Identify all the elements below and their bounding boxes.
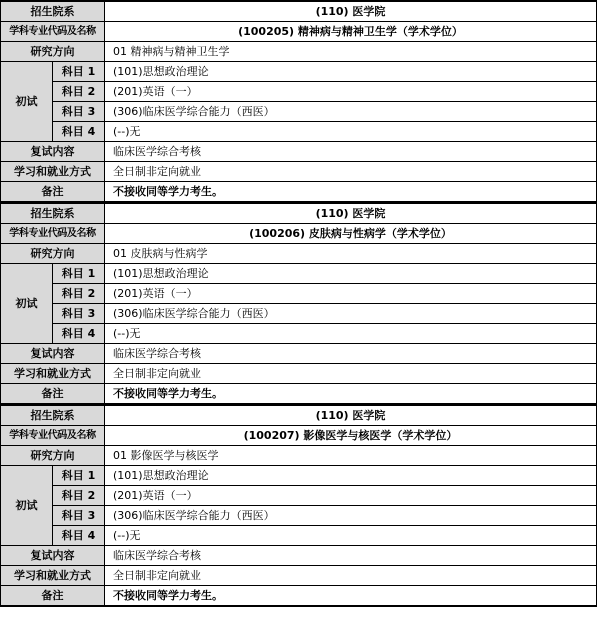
- subject-label: 科目 3: [53, 304, 105, 324]
- subject-row: [1, 102, 597, 122]
- subject-label: 科目 1: [53, 264, 105, 284]
- subject-label: 科目 1: [53, 466, 105, 486]
- study-mode-label: 学习和就业方式: [1, 364, 105, 384]
- direction-value: 01 影像医学与核医学: [105, 446, 597, 466]
- remarks-label: 备注: [1, 586, 105, 607]
- direction-label: 研究方向: [1, 446, 105, 466]
- direction-row: [1, 42, 597, 62]
- first-exam-label: 初试: [1, 264, 53, 344]
- retest-label: 复试内容: [1, 344, 105, 364]
- college-value: (110) 医学院: [105, 1, 597, 22]
- study-mode-value: 全日制非定向就业: [105, 364, 597, 384]
- direction-value: 01 精神病与精神卫生学: [105, 42, 597, 62]
- remarks-row: [1, 586, 597, 607]
- retest-row: [1, 546, 597, 566]
- subject-label: 科目 3: [53, 506, 105, 526]
- direction-label: 研究方向: [1, 42, 105, 62]
- major-value: (100207) 影像医学与核医学（学术学位）: [105, 426, 597, 446]
- subject-label: 科目 4: [53, 324, 105, 344]
- subject-label: 科目 2: [53, 486, 105, 506]
- subject-row: [1, 122, 597, 142]
- college-row: [1, 204, 597, 224]
- first-exam-label: 初试: [1, 62, 53, 142]
- retest-value: 临床医学综合考核: [105, 546, 597, 566]
- major-row: [1, 426, 597, 446]
- program-table: [0, 0, 597, 203]
- retest-row: [1, 344, 597, 364]
- subject-label: 科目 2: [53, 82, 105, 102]
- remarks-value: 不接收同等学力考生。: [105, 586, 597, 607]
- study-mode-value: 全日制非定向就业: [105, 566, 597, 586]
- direction-label: 研究方向: [1, 244, 105, 264]
- study-mode-row: [1, 162, 597, 182]
- study-mode-row: [1, 364, 597, 384]
- retest-label: 复试内容: [1, 142, 105, 162]
- study-mode-label: 学习和就业方式: [1, 566, 105, 586]
- subject-label: 科目 4: [53, 122, 105, 142]
- subject-value: (101)思想政治理论: [105, 264, 597, 284]
- subject-label: 科目 3: [53, 102, 105, 122]
- major-label: 学科专业代码及名称: [1, 426, 105, 446]
- subject-row: [1, 506, 597, 526]
- remarks-value: 不接收同等学力考生。: [105, 384, 597, 405]
- subject-label: 科目 1: [53, 62, 105, 82]
- college-label: 招生院系: [1, 1, 105, 22]
- subject-row: [1, 62, 597, 82]
- subject-row: [1, 466, 597, 486]
- subject-label: 科目 4: [53, 526, 105, 546]
- subject-value: (306)临床医学综合能力（西医）: [105, 506, 597, 526]
- program-table: [0, 405, 597, 607]
- study-mode-label: 学习和就业方式: [1, 162, 105, 182]
- direction-row: [1, 446, 597, 466]
- subject-value: (--)无: [105, 324, 597, 344]
- subject-value: (201)英语（一）: [105, 284, 597, 304]
- subject-value: (306)临床医学综合能力（西医）: [105, 304, 597, 324]
- major-row: [1, 22, 597, 42]
- first-exam-label: 初试: [1, 466, 53, 546]
- subject-row: [1, 304, 597, 324]
- subject-value: (101)思想政治理论: [105, 466, 597, 486]
- major-row: [1, 224, 597, 244]
- subject-row: [1, 526, 597, 546]
- remarks-row: [1, 182, 597, 203]
- remarks-label: 备注: [1, 182, 105, 203]
- subject-value: (201)英语（一）: [105, 486, 597, 506]
- remarks-row: [1, 384, 597, 405]
- subject-value: (306)临床医学综合能力（西医）: [105, 102, 597, 122]
- college-label: 招生院系: [1, 204, 105, 224]
- college-row: [1, 406, 597, 426]
- college-value: (110) 医学院: [105, 406, 597, 426]
- college-row: [1, 1, 597, 22]
- study-mode-row: [1, 566, 597, 586]
- retest-label: 复试内容: [1, 546, 105, 566]
- subject-value: (--)无: [105, 122, 597, 142]
- college-value: (110) 医学院: [105, 204, 597, 224]
- direction-row: [1, 244, 597, 264]
- major-value: (100206) 皮肤病与性病学（学术学位）: [105, 224, 597, 244]
- program-table: [0, 203, 597, 405]
- retest-value: 临床医学综合考核: [105, 142, 597, 162]
- subject-value: (--)无: [105, 526, 597, 546]
- subject-row: [1, 486, 597, 506]
- subject-row: [1, 324, 597, 344]
- major-label: 学科专业代码及名称: [1, 22, 105, 42]
- subject-value: (201)英语（一）: [105, 82, 597, 102]
- study-mode-value: 全日制非定向就业: [105, 162, 597, 182]
- subject-row: [1, 284, 597, 304]
- college-label: 招生院系: [1, 406, 105, 426]
- subject-value: (101)思想政治理论: [105, 62, 597, 82]
- retest-value: 临床医学综合考核: [105, 344, 597, 364]
- subject-label: 科目 2: [53, 284, 105, 304]
- subject-row: [1, 264, 597, 284]
- major-label: 学科专业代码及名称: [1, 224, 105, 244]
- remarks-label: 备注: [1, 384, 105, 405]
- direction-value: 01 皮肤病与性病学: [105, 244, 597, 264]
- subject-row: [1, 82, 597, 102]
- major-value: (100205) 精神病与精神卫生学（学术学位）: [105, 22, 597, 42]
- remarks-value: 不接收同等学力考生。: [105, 182, 597, 203]
- retest-row: [1, 142, 597, 162]
